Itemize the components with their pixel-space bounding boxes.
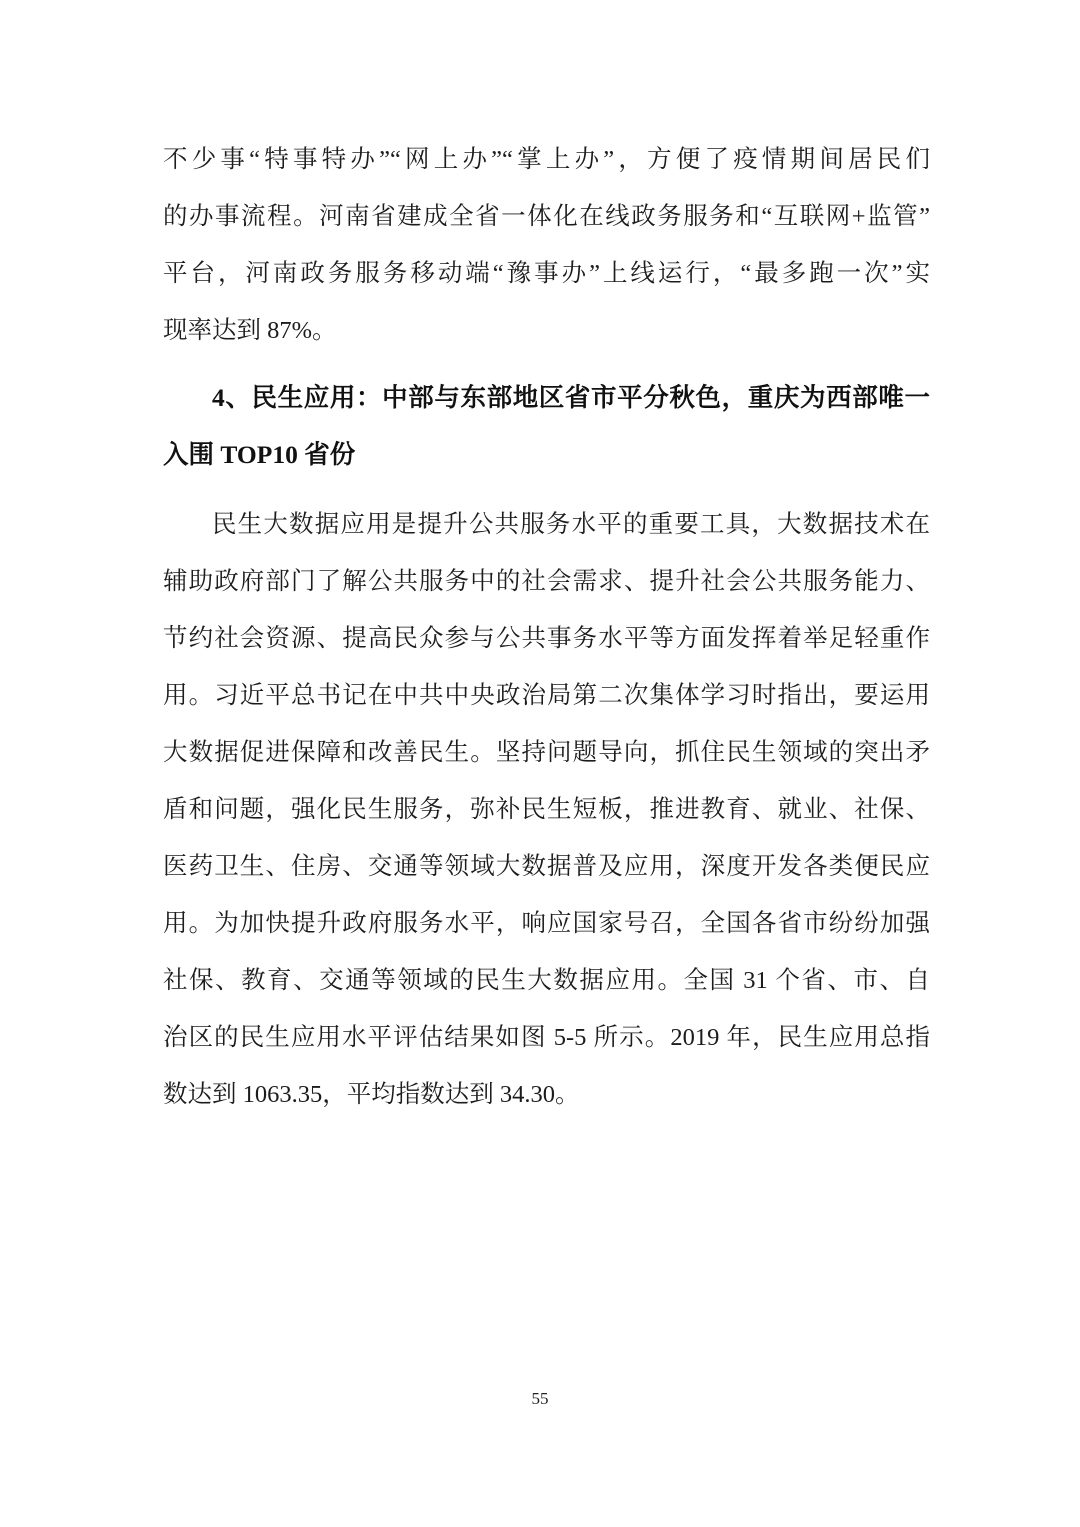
text-line: 用。习近平总书记在中共中央政治局第二次集体学习时指出，要运用	[163, 682, 930, 709]
section-heading	[163, 369, 930, 483]
text-line: 现率达到 87%。	[163, 317, 337, 344]
text-line: 节约社会资源、提高民众参与公共事务水平等方面发挥着举足轻重作	[163, 625, 930, 652]
text-line: 不少事“特事特办”“网上办”“掌上办”，方便了疫情期间居民们	[163, 146, 930, 173]
text-line: 医药卫生、住房、交通等领域大数据普及应用，深度开发各类便民应	[163, 853, 930, 880]
text-line: 社保、教育、交通等领域的民生大数据应用。全国 31 个省、市、自	[163, 967, 930, 994]
text-line: 大数据促进保障和改善民生。坚持问题导向，抓住民生领域的突出矛	[163, 739, 930, 766]
body-paragraph-continuation	[163, 131, 930, 359]
text-line: 平台，河南政务服务移动端“豫事办”上线运行，“最多跑一次”实	[163, 260, 930, 287]
text-line: 民生大数据应用是提升公共服务水平的重要工具，大数据技术在	[212, 511, 930, 538]
page-number: 55	[531, 1389, 549, 1408]
body-paragraph	[163, 496, 930, 1123]
text-line: 的办事流程。河南省建成全省一体化在线政务服务和“互联网+监管”	[163, 203, 930, 230]
text-line: 辅助政府部门了解公共服务中的社会需求、提升社会公共服务能力、	[163, 568, 930, 595]
text-line: 数达到 1063.35，平均指数达到 34.30。	[163, 1081, 580, 1108]
text-line: 入围 TOP10 省份	[163, 440, 356, 469]
text-line: 用。为加快提升政府服务水平，响应国家号召，全国各省市纷纷加强	[163, 910, 930, 937]
text-line: 盾和问题，强化民生服务，弥补民生短板，推进教育、就业、社保、	[163, 796, 930, 823]
text-line: 治区的民生应用水平评估结果如图 5-5 所示。2019 年，民生应用总指	[163, 1024, 930, 1051]
text-line: 4、民生应用：中部与东部地区省市平分秋色，重庆为西部唯一	[212, 383, 930, 412]
document-body	[163, 131, 930, 1123]
